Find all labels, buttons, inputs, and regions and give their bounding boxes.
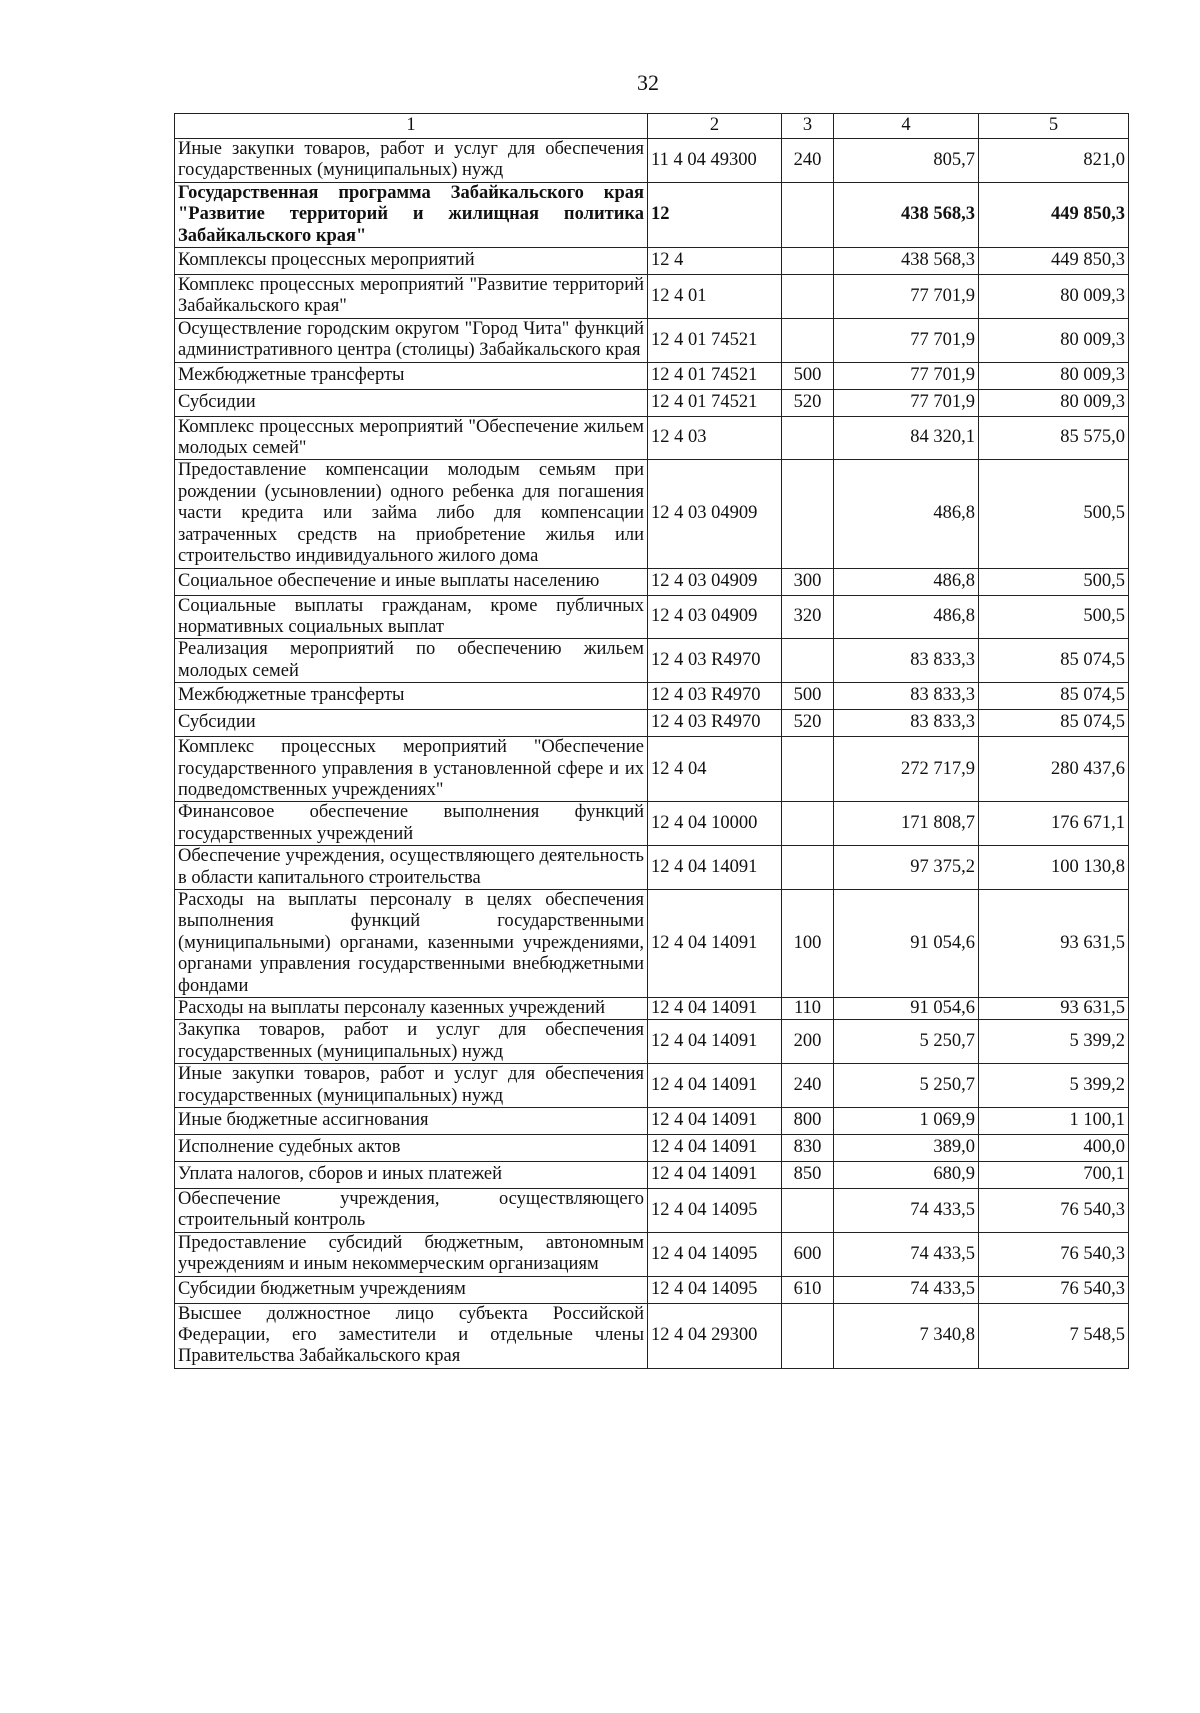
row-expense-type-cell: 520 xyxy=(782,389,834,416)
row-code-cell: 12 4 04 14091 xyxy=(648,998,782,1020)
row-value-col5-cell: 1 100,1 xyxy=(979,1108,1129,1135)
row-name-cell: Иные закупки товаров, работ и услуг для обеспечения государственных (муниципальных) нужд xyxy=(175,139,648,183)
table-row xyxy=(175,182,1129,247)
table-header-row xyxy=(175,114,1129,139)
row-code-cell: 12 4 01 xyxy=(648,275,782,319)
table-row xyxy=(175,889,1129,997)
row-expense-type-cell: 800 xyxy=(782,1108,834,1135)
row-value-col4-cell: 5 250,7 xyxy=(834,1064,979,1108)
row-name-cell: Комплексы процессных мероприятий xyxy=(175,248,648,275)
table-row xyxy=(175,1232,1129,1276)
row-value-col4-cell: 486,8 xyxy=(834,568,979,595)
row-value-col5-cell: 176 671,1 xyxy=(979,802,1129,846)
row-name-cell: Закупка товаров, работ и услуг для обеспечения государственных (муниципальных) нужд xyxy=(175,1020,648,1064)
row-name-cell: Социальные выплаты гражданам, кроме публичных нормативных социальных выплат xyxy=(175,595,648,639)
row-value-col4-cell: 83 833,3 xyxy=(834,639,979,683)
table-row xyxy=(175,1303,1129,1368)
table-row xyxy=(175,1064,1129,1108)
row-expense-type-cell: 320 xyxy=(782,595,834,639)
table-row xyxy=(175,998,1129,1020)
row-code-cell: 12 4 03 04909 xyxy=(648,460,782,568)
row-name-cell: Субсидии xyxy=(175,389,648,416)
column-header: 1 xyxy=(175,114,648,139)
row-name-cell: Комплекс процессных мероприятий "Обеспечение жильем молодых семей" xyxy=(175,416,648,460)
row-value-col4-cell: 74 433,5 xyxy=(834,1232,979,1276)
row-value-col4-cell: 84 320,1 xyxy=(834,416,979,460)
row-value-col5-cell: 85 074,5 xyxy=(979,683,1129,710)
row-expense-type-cell xyxy=(782,416,834,460)
row-expense-type-cell: 500 xyxy=(782,362,834,389)
row-name-cell: Расходы на выплаты персоналу в целях обеспечения выполнения функций государственными (муниципальными) органами, казенными учреждениями, органами управления государственными внебюджетными фондами xyxy=(175,889,648,997)
row-value-col4-cell: 486,8 xyxy=(834,460,979,568)
row-value-col5-cell: 85 074,5 xyxy=(979,639,1129,683)
table-body xyxy=(175,139,1129,1369)
row-value-col5-cell: 93 631,5 xyxy=(979,998,1129,1020)
row-name-cell: Межбюджетные трансферты xyxy=(175,683,648,710)
row-name-cell: Высшее должностное лицо субъекта Российской Федерации, его заместители и отдельные члены Правительства Забайкальского края xyxy=(175,1303,648,1368)
row-value-col5-cell: 500,5 xyxy=(979,568,1129,595)
row-expense-type-cell: 830 xyxy=(782,1135,834,1162)
column-header: 4 xyxy=(834,114,979,139)
row-code-cell: 12 xyxy=(648,182,782,247)
table-row xyxy=(175,639,1129,683)
row-value-col5-cell: 500,5 xyxy=(979,460,1129,568)
row-code-cell: 12 4 03 R4970 xyxy=(648,639,782,683)
table-row xyxy=(175,389,1129,416)
row-code-cell: 12 4 04 14095 xyxy=(648,1232,782,1276)
table-row xyxy=(175,416,1129,460)
row-expense-type-cell: 100 xyxy=(782,889,834,997)
row-code-cell: 12 4 xyxy=(648,248,782,275)
row-value-col4-cell: 1 069,9 xyxy=(834,1108,979,1135)
row-value-col5-cell: 700,1 xyxy=(979,1162,1129,1189)
row-value-col5-cell: 5 399,2 xyxy=(979,1064,1129,1108)
row-value-col5-cell: 85 074,5 xyxy=(979,710,1129,737)
table-row xyxy=(175,846,1129,890)
row-value-col5-cell: 7 548,5 xyxy=(979,1303,1129,1368)
row-value-col4-cell: 486,8 xyxy=(834,595,979,639)
row-name-cell: Иные бюджетные ассигнования xyxy=(175,1108,648,1135)
row-expense-type-cell xyxy=(782,737,834,802)
row-value-col4-cell: 74 433,5 xyxy=(834,1276,979,1303)
row-name-cell: Предоставление субсидий бюджетным, автономным учреждениям и иным некоммерческим организациям xyxy=(175,1232,648,1276)
row-expense-type-cell: 520 xyxy=(782,710,834,737)
table-row xyxy=(175,802,1129,846)
row-name-cell: Комплекс процессных мероприятий "Развитие территорий Забайкальского края" xyxy=(175,275,648,319)
table-row xyxy=(175,710,1129,737)
row-code-cell: 12 4 03 R4970 xyxy=(648,710,782,737)
row-expense-type-cell xyxy=(782,460,834,568)
row-expense-type-cell xyxy=(782,182,834,247)
table-row xyxy=(175,318,1129,362)
row-code-cell: 12 4 03 04909 xyxy=(648,568,782,595)
table-row xyxy=(175,1020,1129,1064)
row-value-col5-cell: 821,0 xyxy=(979,139,1129,183)
row-expense-type-cell: 200 xyxy=(782,1020,834,1064)
row-name-cell: Субсидии xyxy=(175,710,648,737)
row-code-cell: 12 4 01 74521 xyxy=(648,389,782,416)
row-value-col5-cell: 80 009,3 xyxy=(979,275,1129,319)
table-row xyxy=(175,1189,1129,1233)
row-value-col4-cell: 77 701,9 xyxy=(834,318,979,362)
table-row xyxy=(175,275,1129,319)
row-value-col5-cell: 93 631,5 xyxy=(979,889,1129,997)
table-row xyxy=(175,1108,1129,1135)
row-code-cell: 12 4 04 14091 xyxy=(648,1064,782,1108)
row-value-col4-cell: 438 568,3 xyxy=(834,182,979,247)
row-expense-type-cell: 240 xyxy=(782,139,834,183)
row-code-cell: 12 4 04 14091 xyxy=(648,1020,782,1064)
row-value-col5-cell: 449 850,3 xyxy=(979,248,1129,275)
row-expense-type-cell xyxy=(782,846,834,890)
row-name-cell: Иные закупки товаров, работ и услуг для обеспечения государственных (муниципальных) нужд xyxy=(175,1064,648,1108)
row-name-cell: Расходы на выплаты персоналу казенных учреждений xyxy=(175,998,648,1020)
row-name-cell: Обеспечение учреждения, осуществляющего деятельность в области капитального строительства xyxy=(175,846,648,890)
row-value-col5-cell: 85 575,0 xyxy=(979,416,1129,460)
row-expense-type-cell: 850 xyxy=(782,1162,834,1189)
budget-table xyxy=(174,113,1129,1369)
row-value-col4-cell: 77 701,9 xyxy=(834,275,979,319)
row-name-cell: Осуществление городским округом "Город Чита" функций административного центра (столицы) Забайкальского края xyxy=(175,318,648,362)
row-code-cell: 12 4 04 14095 xyxy=(648,1189,782,1233)
row-expense-type-cell: 610 xyxy=(782,1276,834,1303)
table-row xyxy=(175,737,1129,802)
table-row xyxy=(175,248,1129,275)
row-expense-type-cell: 110 xyxy=(782,998,834,1020)
row-value-col4-cell: 389,0 xyxy=(834,1135,979,1162)
row-expense-type-cell xyxy=(782,1303,834,1368)
table-row xyxy=(175,1162,1129,1189)
row-value-col4-cell: 438 568,3 xyxy=(834,248,979,275)
row-value-col4-cell: 74 433,5 xyxy=(834,1189,979,1233)
row-value-col5-cell: 500,5 xyxy=(979,595,1129,639)
row-value-col4-cell: 171 808,7 xyxy=(834,802,979,846)
row-expense-type-cell: 240 xyxy=(782,1064,834,1108)
row-value-col4-cell: 91 054,6 xyxy=(834,889,979,997)
row-name-cell: Финансовое обеспечение выполнения функций государственных учреждений xyxy=(175,802,648,846)
row-name-cell: Социальное обеспечение и иные выплаты населению xyxy=(175,568,648,595)
row-expense-type-cell xyxy=(782,318,834,362)
row-expense-type-cell xyxy=(782,802,834,846)
row-expense-type-cell xyxy=(782,248,834,275)
row-code-cell: 12 4 04 14091 xyxy=(648,1135,782,1162)
row-code-cell: 12 4 04 29300 xyxy=(648,1303,782,1368)
row-expense-type-cell xyxy=(782,1189,834,1233)
row-name-cell: Исполнение судебных актов xyxy=(175,1135,648,1162)
column-header: 2 xyxy=(648,114,782,139)
row-name-cell: Предоставление компенсации молодым семьям при рождении (усыновлении) одного ребенка для погашения части кредита или займа либо для компенсации затраченных средств на приобретение жилья или строительство индивидуального жилого дома xyxy=(175,460,648,568)
page-number: 32 xyxy=(637,70,659,95)
row-name-cell: Реализация мероприятий по обеспечению жильем молодых семей xyxy=(175,639,648,683)
row-value-col5-cell: 76 540,3 xyxy=(979,1189,1129,1233)
row-value-col5-cell: 449 850,3 xyxy=(979,182,1129,247)
row-value-col4-cell: 77 701,9 xyxy=(834,389,979,416)
row-value-col4-cell: 805,7 xyxy=(834,139,979,183)
table-row xyxy=(175,683,1129,710)
table-row xyxy=(175,139,1129,183)
row-value-col5-cell: 400,0 xyxy=(979,1135,1129,1162)
row-value-col5-cell: 80 009,3 xyxy=(979,318,1129,362)
row-name-cell: Государственная программа Забайкальского края "Развитие территорий и жилищная политика Забайкальского края" xyxy=(175,182,648,247)
column-header: 3 xyxy=(782,114,834,139)
row-code-cell: 12 4 01 74521 xyxy=(648,318,782,362)
table-row xyxy=(175,568,1129,595)
row-code-cell: 12 4 03 xyxy=(648,416,782,460)
row-expense-type-cell xyxy=(782,639,834,683)
row-expense-type-cell: 600 xyxy=(782,1232,834,1276)
table-row xyxy=(175,460,1129,568)
row-value-col5-cell: 280 437,6 xyxy=(979,737,1129,802)
row-value-col4-cell: 77 701,9 xyxy=(834,362,979,389)
table-row xyxy=(175,1276,1129,1303)
row-value-col5-cell: 80 009,3 xyxy=(979,389,1129,416)
row-value-col5-cell: 5 399,2 xyxy=(979,1020,1129,1064)
row-value-col5-cell: 76 540,3 xyxy=(979,1276,1129,1303)
table-row xyxy=(175,595,1129,639)
row-value-col4-cell: 272 717,9 xyxy=(834,737,979,802)
row-value-col4-cell: 83 833,3 xyxy=(834,683,979,710)
column-header: 5 xyxy=(979,114,1129,139)
row-value-col4-cell: 83 833,3 xyxy=(834,710,979,737)
row-code-cell: 12 4 04 14095 xyxy=(648,1276,782,1303)
row-name-cell: Обеспечение учреждения, осуществляющего строительный контроль xyxy=(175,1189,648,1233)
row-code-cell: 12 4 03 R4970 xyxy=(648,683,782,710)
row-value-col5-cell: 80 009,3 xyxy=(979,362,1129,389)
row-value-col4-cell: 7 340,8 xyxy=(834,1303,979,1368)
row-value-col5-cell: 100 130,8 xyxy=(979,846,1129,890)
row-code-cell: 12 4 04 xyxy=(648,737,782,802)
table-row xyxy=(175,362,1129,389)
row-code-cell: 12 4 04 14091 xyxy=(648,1162,782,1189)
row-code-cell: 12 4 04 14091 xyxy=(648,846,782,890)
row-value-col4-cell: 91 054,6 xyxy=(834,998,979,1020)
row-name-cell: Комплекс процессных мероприятий "Обеспечение государственного управления в установленной сфере и их подведомственных учреждениях" xyxy=(175,737,648,802)
row-value-col4-cell: 5 250,7 xyxy=(834,1020,979,1064)
row-expense-type-cell xyxy=(782,275,834,319)
row-value-col4-cell: 680,9 xyxy=(834,1162,979,1189)
row-value-col5-cell: 76 540,3 xyxy=(979,1232,1129,1276)
row-name-cell: Уплата налогов, сборов и иных платежей xyxy=(175,1162,648,1189)
row-expense-type-cell: 500 xyxy=(782,683,834,710)
row-value-col4-cell: 97 375,2 xyxy=(834,846,979,890)
row-code-cell: 12 4 04 10000 xyxy=(648,802,782,846)
table-row xyxy=(175,1135,1129,1162)
row-expense-type-cell: 300 xyxy=(782,568,834,595)
row-code-cell: 11 4 04 49300 xyxy=(648,139,782,183)
row-code-cell: 12 4 03 04909 xyxy=(648,595,782,639)
row-name-cell: Субсидии бюджетным учреждениям xyxy=(175,1276,648,1303)
row-name-cell: Межбюджетные трансферты xyxy=(175,362,648,389)
row-code-cell: 12 4 01 74521 xyxy=(648,362,782,389)
row-code-cell: 12 4 04 14091 xyxy=(648,889,782,997)
row-code-cell: 12 4 04 14091 xyxy=(648,1108,782,1135)
